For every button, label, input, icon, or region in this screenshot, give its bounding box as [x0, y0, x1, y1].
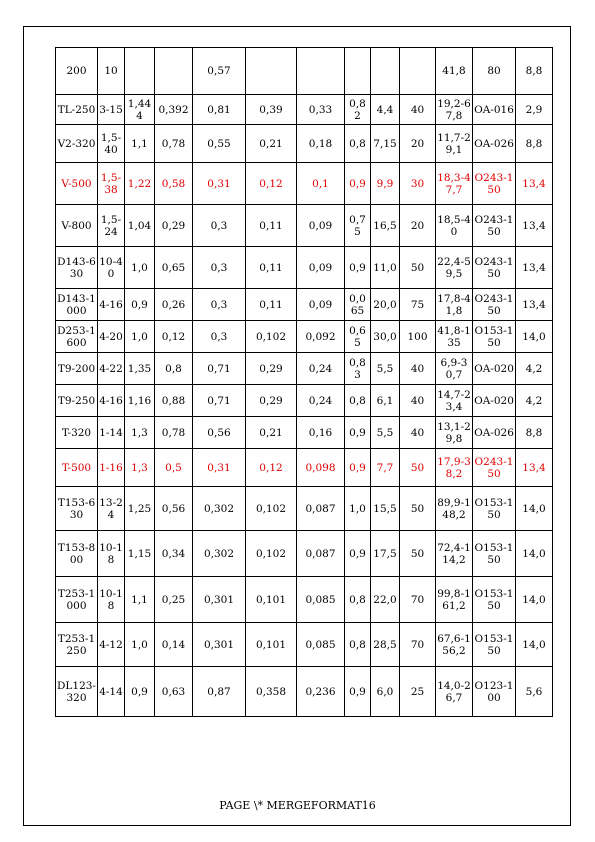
table-row — [56, 385, 553, 417]
table-cell: OA-026 — [473, 125, 516, 163]
table-cell: 1,0 — [345, 487, 371, 531]
table-cell: 30,0 — [371, 321, 400, 353]
table-cell: 0,092 — [297, 321, 345, 353]
table-cell: 0,81 — [193, 95, 246, 125]
table-cell: 11,0 — [371, 247, 400, 289]
table-cell: 0,12 — [155, 321, 193, 353]
table-cell: 1,0 — [125, 321, 155, 353]
table-cell: 10-40 — [98, 247, 125, 289]
table-cell: 8,8 — [516, 125, 553, 163]
table-cell: 0,21 — [246, 417, 297, 449]
table-cell: 0,1 — [297, 163, 345, 205]
table-cell: 0,71 — [193, 353, 246, 385]
table-cell: O153-150 — [473, 623, 516, 667]
table-cell: 0,8 — [345, 125, 371, 163]
table-cell: T9-250 — [56, 385, 98, 417]
table-cell: T153-800 — [56, 531, 98, 577]
table-cell: 0,29 — [155, 205, 193, 247]
table-row — [56, 321, 553, 353]
table-cell: 0,78 — [155, 125, 193, 163]
table-cell: 4,4 — [371, 95, 400, 125]
table-cell: 72,4-114,2 — [436, 531, 473, 577]
table-cell: 0,65 — [345, 321, 371, 353]
table-cell: 6,1 — [371, 385, 400, 417]
table-cell: 0,9 — [345, 531, 371, 577]
table-cell: T253-1250 — [56, 623, 98, 667]
table-cell: 28,5 — [371, 623, 400, 667]
table-cell: 0,5 — [155, 449, 193, 487]
table-cell: 4-20 — [98, 321, 125, 353]
table-cell: 0,14 — [155, 623, 193, 667]
table-cell: 0,56 — [193, 417, 246, 449]
table-cell: 0,3 — [193, 289, 246, 321]
table-cell: O243-150 — [473, 163, 516, 205]
table-cell: 0,78 — [155, 417, 193, 449]
table-cell: 0,11 — [246, 289, 297, 321]
table-cell — [400, 48, 436, 95]
table-cell: 0,24 — [297, 385, 345, 417]
table-cell: 5,5 — [371, 353, 400, 385]
table-cell: 7,15 — [371, 125, 400, 163]
table-cell: 0,16 — [297, 417, 345, 449]
table-cell — [155, 48, 193, 95]
table-cell: 50 — [400, 449, 436, 487]
table-cell: 17,9-38,2 — [436, 449, 473, 487]
table-row — [56, 667, 553, 717]
table-cell: 0,9 — [345, 667, 371, 717]
table-cell: 4-12 — [98, 623, 125, 667]
table-cell: 13,1-29,8 — [436, 417, 473, 449]
table-cell: 0,8 — [345, 577, 371, 623]
table-cell: 200 — [56, 48, 98, 95]
table-cell: 0,8 — [155, 353, 193, 385]
table-cell: 5,6 — [516, 667, 553, 717]
table-cell: 4-16 — [98, 385, 125, 417]
table-cell: 99,8-161,2 — [436, 577, 473, 623]
table-cell — [125, 48, 155, 95]
table-row — [56, 353, 553, 385]
table-cell: 1-14 — [98, 417, 125, 449]
table-cell: 13,4 — [516, 247, 553, 289]
table-cell: OA-020 — [473, 385, 516, 417]
table-cell: 0,18 — [297, 125, 345, 163]
table-cell: 14,0 — [516, 321, 553, 353]
table-cell: 0,12 — [246, 163, 297, 205]
table-cell: 0,88 — [155, 385, 193, 417]
table-cell: 0,102 — [246, 531, 297, 577]
table-cell: T9-200 — [56, 353, 98, 385]
table-cell: 70 — [400, 623, 436, 667]
table-cell: T153-630 — [56, 487, 98, 531]
table-cell: 1,5-24 — [98, 205, 125, 247]
table-cell: T-500 — [56, 449, 98, 487]
table-cell: 0,102 — [246, 487, 297, 531]
table-cell: 4-22 — [98, 353, 125, 385]
table-cell: 15,5 — [371, 487, 400, 531]
table-cell: 0,29 — [246, 353, 297, 385]
table-cell: 1,0 — [125, 247, 155, 289]
table-cell: 30 — [400, 163, 436, 205]
table-cell: 0,31 — [193, 449, 246, 487]
table-cell: 0,9 — [345, 247, 371, 289]
table-cell: 75 — [400, 289, 436, 321]
table-cell: 7,7 — [371, 449, 400, 487]
table-cell: 0,58 — [155, 163, 193, 205]
table-cell: 0,9 — [345, 163, 371, 205]
table-cell: 8,8 — [516, 417, 553, 449]
table-cell — [297, 48, 345, 95]
table-cell: 13,4 — [516, 289, 553, 321]
table-cell: 0,29 — [246, 385, 297, 417]
table-cell: 0,8 — [345, 623, 371, 667]
table-cell: 50 — [400, 487, 436, 531]
table-cell: 10 — [98, 48, 125, 95]
table-cell: 0,085 — [297, 577, 345, 623]
table-cell — [345, 48, 371, 95]
table-cell: 0,83 — [345, 353, 371, 385]
table-cell: 0,098 — [297, 449, 345, 487]
table-cell — [371, 48, 400, 95]
table-cell: 0,09 — [297, 205, 345, 247]
table-cell: 0,9 — [125, 667, 155, 717]
table-cell: T253-1000 — [56, 577, 98, 623]
table-cell: O153-150 — [473, 531, 516, 577]
table-cell: 0,301 — [193, 577, 246, 623]
table-row — [56, 623, 553, 667]
table-cell: 4,2 — [516, 385, 553, 417]
table-cell: 14,0 — [516, 531, 553, 577]
table-cell: 40 — [400, 353, 436, 385]
table-cell: 0,101 — [246, 577, 297, 623]
table-cell: 20 — [400, 205, 436, 247]
table-cell: 1,5-38 — [98, 163, 125, 205]
table-cell: 1,04 — [125, 205, 155, 247]
table-cell: OA-020 — [473, 353, 516, 385]
table-cell: T-320 — [56, 417, 98, 449]
table-row — [56, 95, 553, 125]
table-row — [56, 449, 553, 487]
table-cell: 50 — [400, 531, 436, 577]
table-cell: 0,236 — [297, 667, 345, 717]
table-cell: O243-150 — [473, 289, 516, 321]
table-cell: 14,0 — [516, 623, 553, 667]
table-cell: 0,085 — [297, 623, 345, 667]
table-cell: O153-150 — [473, 321, 516, 353]
table-cell: 3-15 — [98, 95, 125, 125]
table-cell: 40 — [400, 95, 436, 125]
table-cell: 1-16 — [98, 449, 125, 487]
table-cell: 0,09 — [297, 289, 345, 321]
table-cell: 14,0 — [516, 487, 553, 531]
table-cell: 67,6-156,2 — [436, 623, 473, 667]
table-cell: 14,0 — [516, 577, 553, 623]
table-cell: DL123-320 — [56, 667, 98, 717]
table-cell: 16,5 — [371, 205, 400, 247]
table-cell: 0,39 — [246, 95, 297, 125]
table-cell: 0,34 — [155, 531, 193, 577]
table-cell: 0,102 — [246, 321, 297, 353]
table-cell: TL-250 — [56, 95, 98, 125]
table-cell: 89,9-148,2 — [436, 487, 473, 531]
table-cell: 25 — [400, 667, 436, 717]
table-cell: 0,87 — [193, 667, 246, 717]
table-cell: 1,15 — [125, 531, 155, 577]
table-cell: 0,9 — [345, 449, 371, 487]
table-cell: 13,4 — [516, 205, 553, 247]
table-cell: 20 — [400, 125, 436, 163]
table-cell: 0,71 — [193, 385, 246, 417]
table-cell: D253-1600 — [56, 321, 98, 353]
table-cell: 50 — [400, 247, 436, 289]
table-cell: D143-1000 — [56, 289, 98, 321]
table-row — [56, 247, 553, 289]
table-cell: 1,0 — [125, 623, 155, 667]
table-cell: 0,82 — [345, 95, 371, 125]
table-cell: 0,26 — [155, 289, 193, 321]
table-cell: 4-14 — [98, 667, 125, 717]
table-cell: 6,0 — [371, 667, 400, 717]
table-cell: 0,12 — [246, 449, 297, 487]
table-cell: 0,57 — [193, 48, 246, 95]
table-cell: 1,22 — [125, 163, 155, 205]
table-cell: 0,33 — [297, 95, 345, 125]
table-cell — [246, 48, 297, 95]
specs-table — [55, 47, 553, 717]
table-cell: 80 — [473, 48, 516, 95]
table-cell: 40 — [400, 385, 436, 417]
table-cell: 9,9 — [371, 163, 400, 205]
table-cell: V-800 — [56, 205, 98, 247]
table-cell: 0,55 — [193, 125, 246, 163]
table-cell: 6,9-30,7 — [436, 353, 473, 385]
table-cell: OA-016 — [473, 95, 516, 125]
table-cell: 100 — [400, 321, 436, 353]
table-cell: 0,9 — [345, 417, 371, 449]
table-cell: 18,3-47,7 — [436, 163, 473, 205]
table-cell: 0,101 — [246, 623, 297, 667]
table-cell: 0,21 — [246, 125, 297, 163]
table-row — [56, 289, 553, 321]
table-cell: 1,1 — [125, 577, 155, 623]
table-cell: 1,3 — [125, 417, 155, 449]
table-cell: 0,8 — [345, 385, 371, 417]
table-cell: 1,5-40 — [98, 125, 125, 163]
table-cell: 0,302 — [193, 487, 246, 531]
table-cell: 22,4-59,5 — [436, 247, 473, 289]
table-cell: 0,31 — [193, 163, 246, 205]
table-cell: 41,8-135 — [436, 321, 473, 353]
table-cell: 41,8 — [436, 48, 473, 95]
table-cell: 13,4 — [516, 449, 553, 487]
table-cell: 2,9 — [516, 95, 553, 125]
table-cell: 0,11 — [246, 247, 297, 289]
table-row — [56, 577, 553, 623]
table-cell: 1,1 — [125, 125, 155, 163]
table-cell: 0,11 — [246, 205, 297, 247]
table-cell: 0,65 — [155, 247, 193, 289]
table-cell: D143-630 — [56, 247, 98, 289]
table-cell: O243-150 — [473, 247, 516, 289]
table-row — [56, 48, 553, 95]
table-cell: 1,35 — [125, 353, 155, 385]
table-cell: 0,25 — [155, 577, 193, 623]
table-row — [56, 205, 553, 247]
table-cell: V2-320 — [56, 125, 98, 163]
table-cell: 10-18 — [98, 577, 125, 623]
table-cell: 0,065 — [345, 289, 371, 321]
table-cell: 0,3 — [193, 247, 246, 289]
table-cell: 20,0 — [371, 289, 400, 321]
table-cell: O153-150 — [473, 487, 516, 531]
table-cell: 4-16 — [98, 289, 125, 321]
table-cell: 13,4 — [516, 163, 553, 205]
table-cell: 0,3 — [193, 205, 246, 247]
table-row — [56, 487, 553, 531]
table-cell: 0,75 — [345, 205, 371, 247]
table-cell: O243-150 — [473, 205, 516, 247]
table-cell: 0,087 — [297, 487, 345, 531]
table-cell: OA-026 — [473, 417, 516, 449]
table-cell: O153-150 — [473, 577, 516, 623]
table-cell: 14,7-23,4 — [436, 385, 473, 417]
table-row — [56, 531, 553, 577]
table-cell: O243-150 — [473, 449, 516, 487]
table-row — [56, 163, 553, 205]
table-row — [56, 125, 553, 163]
table-cell: 0,302 — [193, 531, 246, 577]
table-cell: 1,3 — [125, 449, 155, 487]
table-cell: 1,16 — [125, 385, 155, 417]
table-cell: 1,25 — [125, 487, 155, 531]
table-cell: 13-24 — [98, 487, 125, 531]
table-cell: 70 — [400, 577, 436, 623]
table-cell: 0,392 — [155, 95, 193, 125]
table-cell: 11,7-29,1 — [436, 125, 473, 163]
table-cell: 19,2-67,8 — [436, 95, 473, 125]
table-cell: 1,444 — [125, 95, 155, 125]
table-cell: 5,5 — [371, 417, 400, 449]
table-cell: 4,2 — [516, 353, 553, 385]
table-row — [56, 417, 553, 449]
table-cell: 0,24 — [297, 353, 345, 385]
table-cell: 0,3 — [193, 321, 246, 353]
table-cell: 0,09 — [297, 247, 345, 289]
table-cell: 14,0-26,7 — [436, 667, 473, 717]
page-footer: PAGE \* MERGEFORMAT16 — [219, 799, 376, 812]
table-cell: 17,5 — [371, 531, 400, 577]
table-cell: 40 — [400, 417, 436, 449]
table-cell: 0,301 — [193, 623, 246, 667]
table-cell: 22,0 — [371, 577, 400, 623]
table-cell: 0,087 — [297, 531, 345, 577]
table-cell: 0,9 — [125, 289, 155, 321]
table-cell: 10-18 — [98, 531, 125, 577]
table-cell: 0,56 — [155, 487, 193, 531]
table-cell: 17,8-41,8 — [436, 289, 473, 321]
table-cell: O123-100 — [473, 667, 516, 717]
table-cell: 8,8 — [516, 48, 553, 95]
table-cell: 0,358 — [246, 667, 297, 717]
table-cell: 0,63 — [155, 667, 193, 717]
table-cell: V-500 — [56, 163, 98, 205]
table-cell: 18,5-40 — [436, 205, 473, 247]
